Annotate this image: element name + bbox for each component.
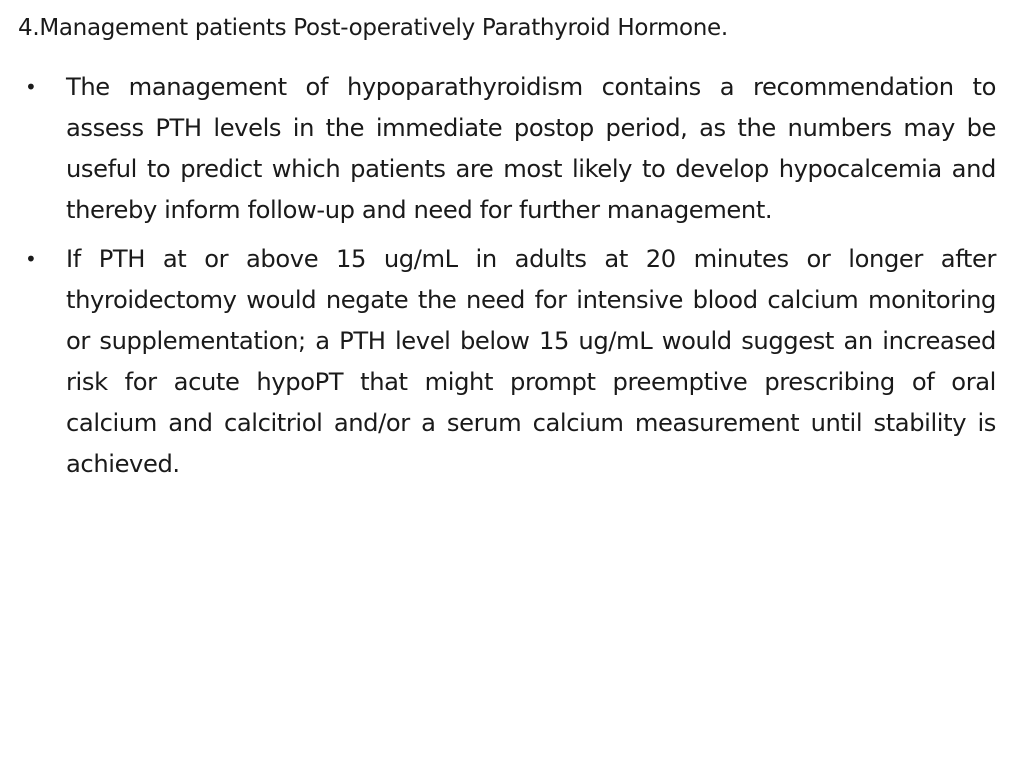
bullet-marker: • xyxy=(25,247,37,271)
bullet-item xyxy=(22,67,996,231)
bullet-text: The management of hypoparathyroidism contains a recommendation to assess PTH levels in the immediate postop period, as the numbers may be useful to predict which patients are most likely to develop hypocalcemia and thereby inform follow-up and need for further management. xyxy=(66,73,996,224)
bullet-marker: • xyxy=(25,75,37,99)
bullet-list xyxy=(22,67,996,493)
bullet-text: If PTH at or above 15 ug/mL in adults at 20 minutes or longer after thyroidectomy would negate the need for intensive blood calcium monitoring or supplementation; a PTH level below 15 ug/mL would suggest an increased risk for acute hypoPT that might prompt preemptive prescribing of oral calcium and calcitriol and/or a serum calcium measurement until stability is achieved. xyxy=(66,245,996,478)
bullet-item xyxy=(22,239,996,485)
slide-title: 4.Management patients Post-operatively Parathyroid Hormone. xyxy=(18,15,728,41)
